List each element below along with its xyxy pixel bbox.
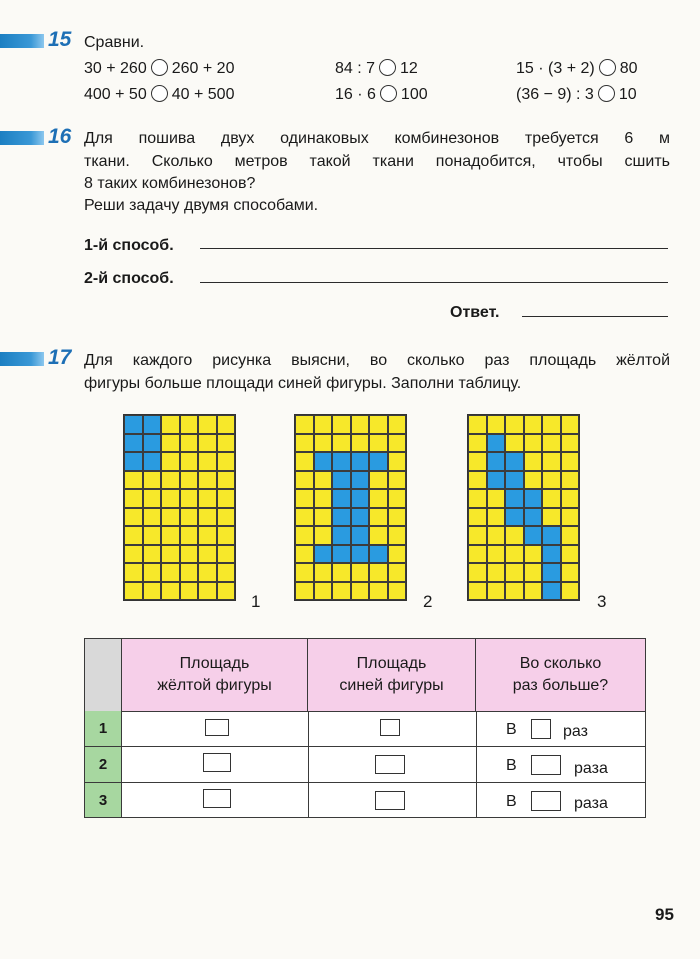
yellow-cell bbox=[295, 508, 314, 527]
yellow-cell bbox=[505, 434, 524, 453]
yellow-cell bbox=[180, 545, 199, 564]
yellow-cell bbox=[351, 563, 370, 582]
yellow-cell bbox=[198, 545, 217, 564]
yellow-cell bbox=[369, 582, 388, 601]
blue-cell bbox=[487, 434, 506, 453]
yellow-cell bbox=[217, 545, 236, 564]
figure-1-label: 1 bbox=[251, 592, 261, 611]
yellow-cell bbox=[487, 582, 506, 601]
blue-cell bbox=[351, 526, 370, 545]
answer-box[interactable] bbox=[205, 719, 229, 736]
answer-box[interactable] bbox=[203, 753, 231, 772]
way-1-label: 1-й способ. bbox=[84, 237, 174, 254]
expr: 15 · (3 + 2) bbox=[516, 60, 595, 77]
yellow-cell bbox=[217, 489, 236, 508]
yellow-cell bbox=[542, 489, 561, 508]
yellow-cell bbox=[295, 489, 314, 508]
yellow-cell bbox=[198, 526, 217, 545]
yellow-cell bbox=[561, 434, 580, 453]
yellow-cell bbox=[314, 415, 333, 434]
yellow-cell bbox=[124, 582, 143, 601]
yellow-cell bbox=[180, 471, 199, 490]
header-text: Во сколько раз больше? bbox=[512, 655, 609, 694]
answer-box[interactable] bbox=[380, 719, 400, 736]
blue-cell bbox=[505, 489, 524, 508]
yellow-cell bbox=[388, 526, 407, 545]
yellow-cell bbox=[468, 508, 487, 527]
yellow-cell bbox=[314, 489, 333, 508]
blue-cell bbox=[542, 563, 561, 582]
yellow-cell bbox=[369, 563, 388, 582]
times-prefix: В bbox=[506, 757, 517, 774]
blue-cell bbox=[487, 471, 506, 490]
figure-3-grid bbox=[467, 414, 580, 601]
yellow-cell bbox=[314, 434, 333, 453]
yellow-cell bbox=[524, 545, 543, 564]
yellow-cell bbox=[524, 563, 543, 582]
blue-cell bbox=[542, 545, 561, 564]
yellow-cell bbox=[561, 563, 580, 582]
task-16-number: 16 bbox=[48, 125, 72, 148]
yellow-cell bbox=[561, 415, 580, 434]
expr: 10 bbox=[618, 86, 637, 103]
blue-cell bbox=[505, 471, 524, 490]
yellow-cell bbox=[468, 489, 487, 508]
yellow-cell bbox=[124, 545, 143, 564]
task-15-title: Сравни. bbox=[84, 34, 145, 51]
blue-cell bbox=[524, 526, 543, 545]
answer-box[interactable] bbox=[531, 791, 561, 811]
expr: 80 bbox=[619, 60, 638, 77]
yellow-cell bbox=[180, 452, 199, 471]
yellow-cell bbox=[217, 434, 236, 453]
yellow-cell bbox=[180, 526, 199, 545]
yellow-cell bbox=[198, 582, 217, 601]
figure-3-label: 3 bbox=[597, 592, 607, 611]
yellow-cell bbox=[388, 545, 407, 564]
table-divider bbox=[85, 746, 645, 747]
yellow-cell bbox=[161, 582, 180, 601]
yellow-cell bbox=[124, 526, 143, 545]
answer-box[interactable] bbox=[375, 791, 405, 810]
yellow-cell bbox=[143, 545, 162, 564]
answer-box[interactable] bbox=[531, 719, 551, 739]
yellow-cell bbox=[468, 526, 487, 545]
yellow-cell bbox=[332, 582, 351, 601]
yellow-cell bbox=[180, 582, 199, 601]
blue-cell bbox=[351, 452, 370, 471]
header-text: Площадь синей фигуры bbox=[339, 655, 444, 694]
yellow-cell bbox=[314, 563, 333, 582]
task-15-number: 15 bbox=[48, 28, 72, 51]
yellow-cell bbox=[143, 563, 162, 582]
way-2-answer-line[interactable] bbox=[200, 282, 668, 283]
times-prefix: В bbox=[506, 721, 517, 738]
task-17-number: 17 bbox=[48, 346, 72, 369]
expr: 30 + 260 bbox=[84, 60, 147, 77]
blue-cell bbox=[351, 508, 370, 527]
task-16-text-4: Реши задачу двумя способами. bbox=[84, 197, 319, 214]
yellow-cell bbox=[542, 471, 561, 490]
expr: 16 · 6 bbox=[335, 86, 376, 103]
yellow-cell bbox=[161, 415, 180, 434]
expr: 260 + 20 bbox=[171, 60, 235, 77]
yellow-cell bbox=[198, 471, 217, 490]
yellow-cell bbox=[124, 471, 143, 490]
yellow-cell bbox=[295, 563, 314, 582]
yellow-cell bbox=[468, 545, 487, 564]
blue-cell bbox=[505, 452, 524, 471]
yellow-cell bbox=[505, 545, 524, 564]
yellow-cell bbox=[161, 434, 180, 453]
comparison bbox=[84, 85, 234, 104]
blue-cell bbox=[143, 415, 162, 434]
blue-cell bbox=[332, 489, 351, 508]
blue-cell bbox=[369, 545, 388, 564]
yellow-cell bbox=[487, 508, 506, 527]
yellow-cell bbox=[487, 526, 506, 545]
table-row-number: 1 bbox=[85, 711, 122, 746]
yellow-cell bbox=[217, 452, 236, 471]
yellow-cell bbox=[542, 508, 561, 527]
table-divider bbox=[476, 711, 477, 817]
task-17-text-1: Для каждого рисунка выясни, во сколько раз площадь жёлтой bbox=[84, 352, 670, 369]
yellow-cell bbox=[124, 563, 143, 582]
answer-label: Ответ. bbox=[450, 304, 500, 321]
yellow-cell bbox=[217, 582, 236, 601]
task-16-text-2: ткани. Сколько метров такой ткани понадобится, чтобы сшить bbox=[84, 153, 670, 170]
task-17-text-2: фигуры больше площади синей фигуры. Заполни таблицу. bbox=[84, 375, 522, 392]
blue-cell bbox=[332, 526, 351, 545]
yellow-cell bbox=[369, 526, 388, 545]
yellow-cell bbox=[143, 489, 162, 508]
table-divider bbox=[85, 711, 645, 712]
yellow-cell bbox=[180, 434, 199, 453]
comparison bbox=[516, 85, 637, 104]
figure-1-grid bbox=[123, 414, 236, 601]
times-prefix: В bbox=[506, 793, 517, 810]
task-15-marker bbox=[0, 34, 44, 48]
yellow-cell bbox=[295, 471, 314, 490]
expr: 40 + 500 bbox=[171, 86, 235, 103]
answer-table bbox=[84, 638, 646, 818]
yellow-cell bbox=[468, 434, 487, 453]
yellow-cell bbox=[524, 582, 543, 601]
yellow-cell bbox=[468, 563, 487, 582]
header-times-more bbox=[476, 639, 645, 711]
yellow-cell bbox=[161, 526, 180, 545]
answer-box[interactable] bbox=[375, 755, 405, 774]
yellow-cell bbox=[143, 471, 162, 490]
figure-2-grid bbox=[294, 414, 407, 601]
comparison bbox=[84, 59, 234, 78]
page-number: 95 bbox=[655, 905, 674, 924]
blue-cell bbox=[351, 545, 370, 564]
figure-2-label: 2 bbox=[423, 592, 433, 611]
yellow-cell bbox=[369, 415, 388, 434]
yellow-cell bbox=[388, 471, 407, 490]
answer-box[interactable] bbox=[531, 755, 561, 775]
yellow-cell bbox=[180, 415, 199, 434]
yellow-cell bbox=[332, 563, 351, 582]
blue-cell bbox=[524, 508, 543, 527]
blue-cell bbox=[332, 508, 351, 527]
yellow-cell bbox=[143, 582, 162, 601]
yellow-cell bbox=[388, 563, 407, 582]
yellow-cell bbox=[351, 415, 370, 434]
yellow-cell bbox=[468, 415, 487, 434]
yellow-cell bbox=[217, 415, 236, 434]
header-blue-area bbox=[308, 639, 476, 711]
yellow-cell bbox=[180, 563, 199, 582]
task-16-text-3: 8 таких комбинезонов? bbox=[84, 175, 256, 192]
answer-box[interactable] bbox=[203, 789, 231, 808]
table-corner bbox=[85, 639, 122, 711]
yellow-cell bbox=[487, 489, 506, 508]
compare-circle[interactable] bbox=[598, 85, 615, 102]
yellow-cell bbox=[161, 508, 180, 527]
yellow-cell bbox=[217, 563, 236, 582]
blue-cell bbox=[542, 582, 561, 601]
yellow-cell bbox=[198, 508, 217, 527]
yellow-cell bbox=[388, 434, 407, 453]
yellow-cell bbox=[542, 452, 561, 471]
yellow-cell bbox=[468, 582, 487, 601]
yellow-cell bbox=[295, 526, 314, 545]
yellow-cell bbox=[161, 452, 180, 471]
yellow-cell bbox=[180, 489, 199, 508]
yellow-cell bbox=[487, 563, 506, 582]
yellow-cell bbox=[542, 415, 561, 434]
yellow-cell bbox=[561, 471, 580, 490]
blue-cell bbox=[314, 545, 333, 564]
expr: 12 bbox=[400, 60, 418, 77]
blue-cell bbox=[505, 508, 524, 527]
yellow-cell bbox=[369, 471, 388, 490]
blue-cell bbox=[314, 452, 333, 471]
compare-circle[interactable] bbox=[151, 59, 168, 76]
blue-cell bbox=[332, 471, 351, 490]
yellow-cell bbox=[524, 452, 543, 471]
yellow-cell bbox=[524, 471, 543, 490]
yellow-cell bbox=[161, 489, 180, 508]
yellow-cell bbox=[295, 545, 314, 564]
yellow-cell bbox=[295, 415, 314, 434]
yellow-cell bbox=[542, 434, 561, 453]
expr: (36 − 9) : 3 bbox=[516, 86, 594, 103]
yellow-cell bbox=[369, 508, 388, 527]
table-divider bbox=[308, 711, 309, 817]
yellow-cell bbox=[468, 471, 487, 490]
yellow-cell bbox=[388, 415, 407, 434]
yellow-cell bbox=[217, 471, 236, 490]
yellow-cell bbox=[561, 545, 580, 564]
yellow-cell bbox=[198, 489, 217, 508]
yellow-cell bbox=[295, 582, 314, 601]
yellow-cell bbox=[161, 471, 180, 490]
times-suffix: раз bbox=[563, 723, 588, 740]
expr: 84 : 7 bbox=[335, 60, 376, 77]
yellow-cell bbox=[314, 526, 333, 545]
yellow-cell bbox=[161, 563, 180, 582]
blue-cell bbox=[332, 452, 351, 471]
yellow-cell bbox=[561, 582, 580, 601]
way-1-answer-line[interactable] bbox=[200, 248, 668, 249]
table-row-number: 2 bbox=[85, 747, 122, 782]
header-text: Площадь жёлтой фигуры bbox=[157, 655, 272, 694]
yellow-cell bbox=[198, 415, 217, 434]
yellow-cell bbox=[295, 452, 314, 471]
expr: 100 bbox=[400, 86, 428, 103]
yellow-cell bbox=[468, 452, 487, 471]
yellow-cell bbox=[143, 526, 162, 545]
yellow-cell bbox=[487, 415, 506, 434]
table-row-number: 3 bbox=[85, 783, 122, 817]
blue-cell bbox=[542, 526, 561, 545]
blue-cell bbox=[524, 489, 543, 508]
yellow-cell bbox=[524, 415, 543, 434]
header-yellow-area bbox=[122, 639, 308, 711]
yellow-cell bbox=[314, 471, 333, 490]
yellow-cell bbox=[388, 489, 407, 508]
yellow-cell bbox=[505, 415, 524, 434]
blue-cell bbox=[124, 415, 143, 434]
yellow-cell bbox=[180, 508, 199, 527]
yellow-cell bbox=[217, 526, 236, 545]
blue-cell bbox=[369, 452, 388, 471]
yellow-cell bbox=[198, 434, 217, 453]
yellow-cell bbox=[369, 489, 388, 508]
blue-cell bbox=[143, 452, 162, 471]
yellow-cell bbox=[198, 452, 217, 471]
yellow-cell bbox=[561, 452, 580, 471]
yellow-cell bbox=[124, 508, 143, 527]
blue-cell bbox=[351, 471, 370, 490]
compare-circle[interactable] bbox=[151, 85, 168, 102]
yellow-cell bbox=[314, 508, 333, 527]
table-divider bbox=[85, 782, 645, 783]
yellow-cell bbox=[388, 452, 407, 471]
blue-cell bbox=[143, 434, 162, 453]
blue-cell bbox=[124, 434, 143, 453]
blue-cell bbox=[487, 452, 506, 471]
compare-circle[interactable] bbox=[599, 59, 616, 76]
comparison bbox=[335, 59, 418, 78]
compare-circle[interactable] bbox=[380, 85, 397, 102]
comparison bbox=[335, 85, 428, 104]
yellow-cell bbox=[351, 582, 370, 601]
compare-circle[interactable] bbox=[379, 59, 396, 76]
yellow-cell bbox=[561, 508, 580, 527]
yellow-cell bbox=[295, 434, 314, 453]
blue-cell bbox=[332, 545, 351, 564]
yellow-cell bbox=[217, 508, 236, 527]
yellow-cell bbox=[505, 526, 524, 545]
task-16-text-1: Для пошива двух одинаковых комбинезонов требуется 6 м bbox=[84, 130, 670, 147]
yellow-cell bbox=[332, 415, 351, 434]
way-2-label: 2-й способ. bbox=[84, 270, 174, 287]
times-suffix: раза bbox=[574, 795, 608, 812]
yellow-cell bbox=[487, 545, 506, 564]
comparison bbox=[516, 59, 638, 78]
blue-cell bbox=[351, 489, 370, 508]
yellow-cell bbox=[332, 434, 351, 453]
yellow-cell bbox=[161, 545, 180, 564]
yellow-cell bbox=[505, 563, 524, 582]
yellow-cell bbox=[143, 508, 162, 527]
expr: 400 + 50 bbox=[84, 86, 147, 103]
yellow-cell bbox=[388, 508, 407, 527]
task-17-marker bbox=[0, 352, 44, 366]
yellow-cell bbox=[561, 489, 580, 508]
blue-cell bbox=[124, 452, 143, 471]
yellow-cell bbox=[198, 563, 217, 582]
yellow-cell bbox=[561, 526, 580, 545]
yellow-cell bbox=[369, 434, 388, 453]
times-suffix: раза bbox=[574, 760, 608, 777]
answer-line[interactable] bbox=[522, 316, 668, 317]
yellow-cell bbox=[524, 434, 543, 453]
task-16-marker bbox=[0, 131, 44, 145]
yellow-cell bbox=[351, 434, 370, 453]
yellow-cell bbox=[314, 582, 333, 601]
yellow-cell bbox=[388, 582, 407, 601]
yellow-cell bbox=[124, 489, 143, 508]
yellow-cell bbox=[505, 582, 524, 601]
